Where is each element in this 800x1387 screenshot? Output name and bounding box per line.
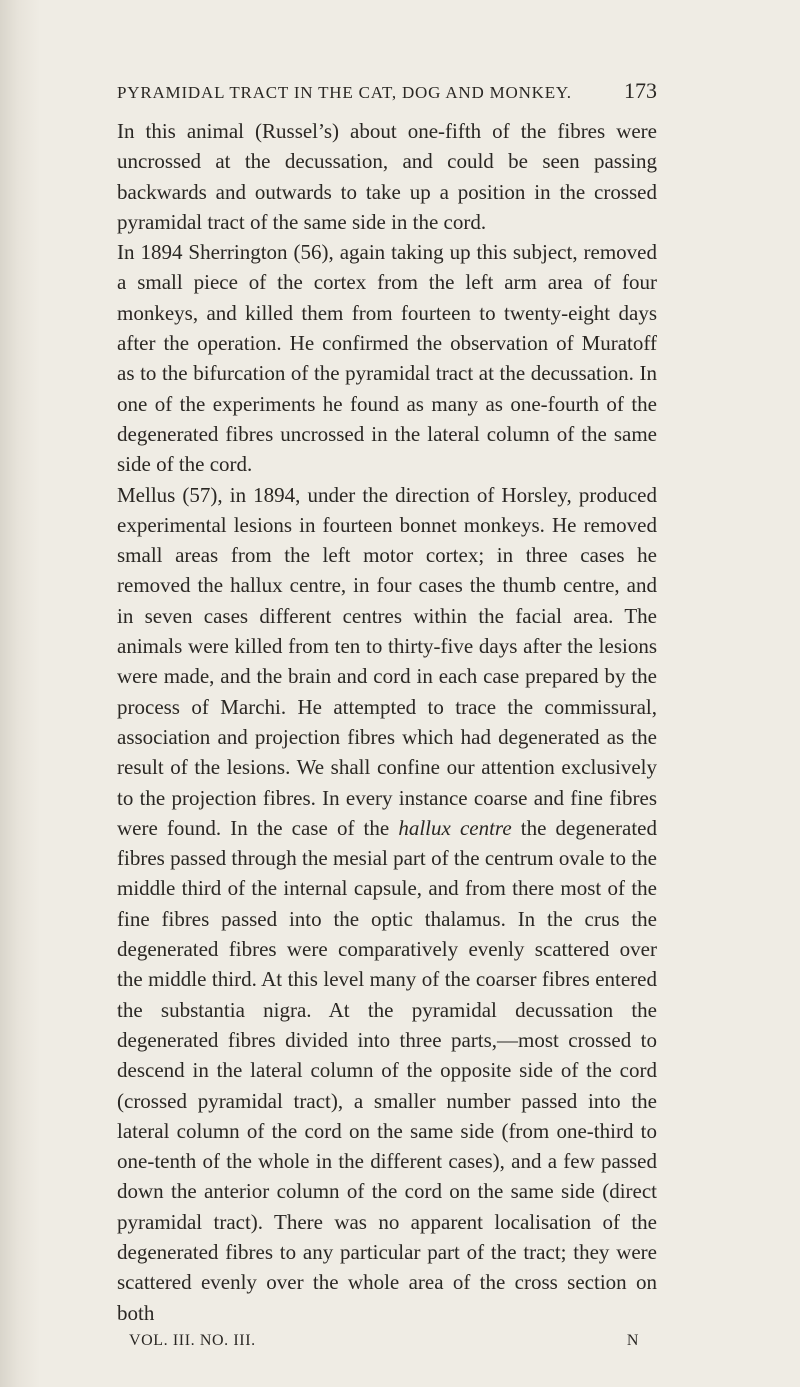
paragraph-3-text-after: the degenerated fibres passed through the mesial part of the centrum ovale to the middle third of the internal capsule, and from there most of the fine fibres passed into the optic thalamus. In the crus the degenerated fibres were comparatively evenly scattered over the middle third. At this level many of the coarser fibres entered the substantia nigra. At the pyramidal decussation the degenerated fibres divided into three parts,—most crossed to descend in the lateral column of the opposite side of the cord (crossed pyramidal tract), a smaller number passed into the lateral column of the cord on the same side (from one-third to one-tenth of the whole in the different cases), and a few passed down the anterior column of the cord on the same side (direct pyramidal tract). There was no apparent localisation of the degenerated fibres to any particular part of the tract; they were scattered evenly over the whole area of the cross section on both (117, 815, 657, 1325)
paragraph-2: In 1894 Sherrington (56), again taking up this subject, removed a small piece of the cortex from the left arm area of four monkeys, and killed them from fourteen to twenty-eight days after the operation. He confirmed the observation of Muratoff as to the bifurcation of the pyramidal tract at the decussation. In one of the experiments he found as many as one-fourth of the degenerated fibres uncrossed in the lateral column of the same side of the cord. (117, 240, 657, 477)
book-page (117, 78, 657, 1350)
page-gutter-shadow (0, 0, 40, 1387)
running-head (117, 78, 657, 104)
volume-line: VOL. III. NO. III. (129, 1331, 256, 1349)
page-footer (117, 1332, 657, 1350)
body-text (117, 116, 657, 1328)
running-title: PYRAMIDAL TRACT IN THE CAT, DOG AND MONKEY. (117, 83, 572, 102)
page-number: 173 (624, 78, 657, 103)
paragraph-1: In this animal (Russel’s) about one-fifth of the fibres were uncrossed at the decussation, and could be seen passing backwards and outwards to take up a position in the crossed pyramidal tract of the same side in the cord. (117, 119, 657, 234)
signature-mark: N (626, 1331, 639, 1349)
paragraph-3-text-before: Mellus (57), in 1894, under the direction of Horsley, produced experimental lesions in fourteen bonnet monkeys. He removed small areas from the left motor cortex; in three cases he removed the hallux centre, in four cases the thumb centre, and in seven cases different centres within the facial area. The animals were killed from ten to thirty-five days after the lesions were made, and the brain and cord in each case prepared by the process of Marchi. He attempted to trace the commissural, association and projection fibres which had degenerated as the result of the lesions. We shall confine our attention exclusively to the projection fibres. In every instance coarse and fine fibres were found. In the case of the (117, 482, 657, 840)
paragraph-3-italic-term: hallux centre (398, 815, 512, 840)
paragraph-3 (117, 480, 657, 1328)
